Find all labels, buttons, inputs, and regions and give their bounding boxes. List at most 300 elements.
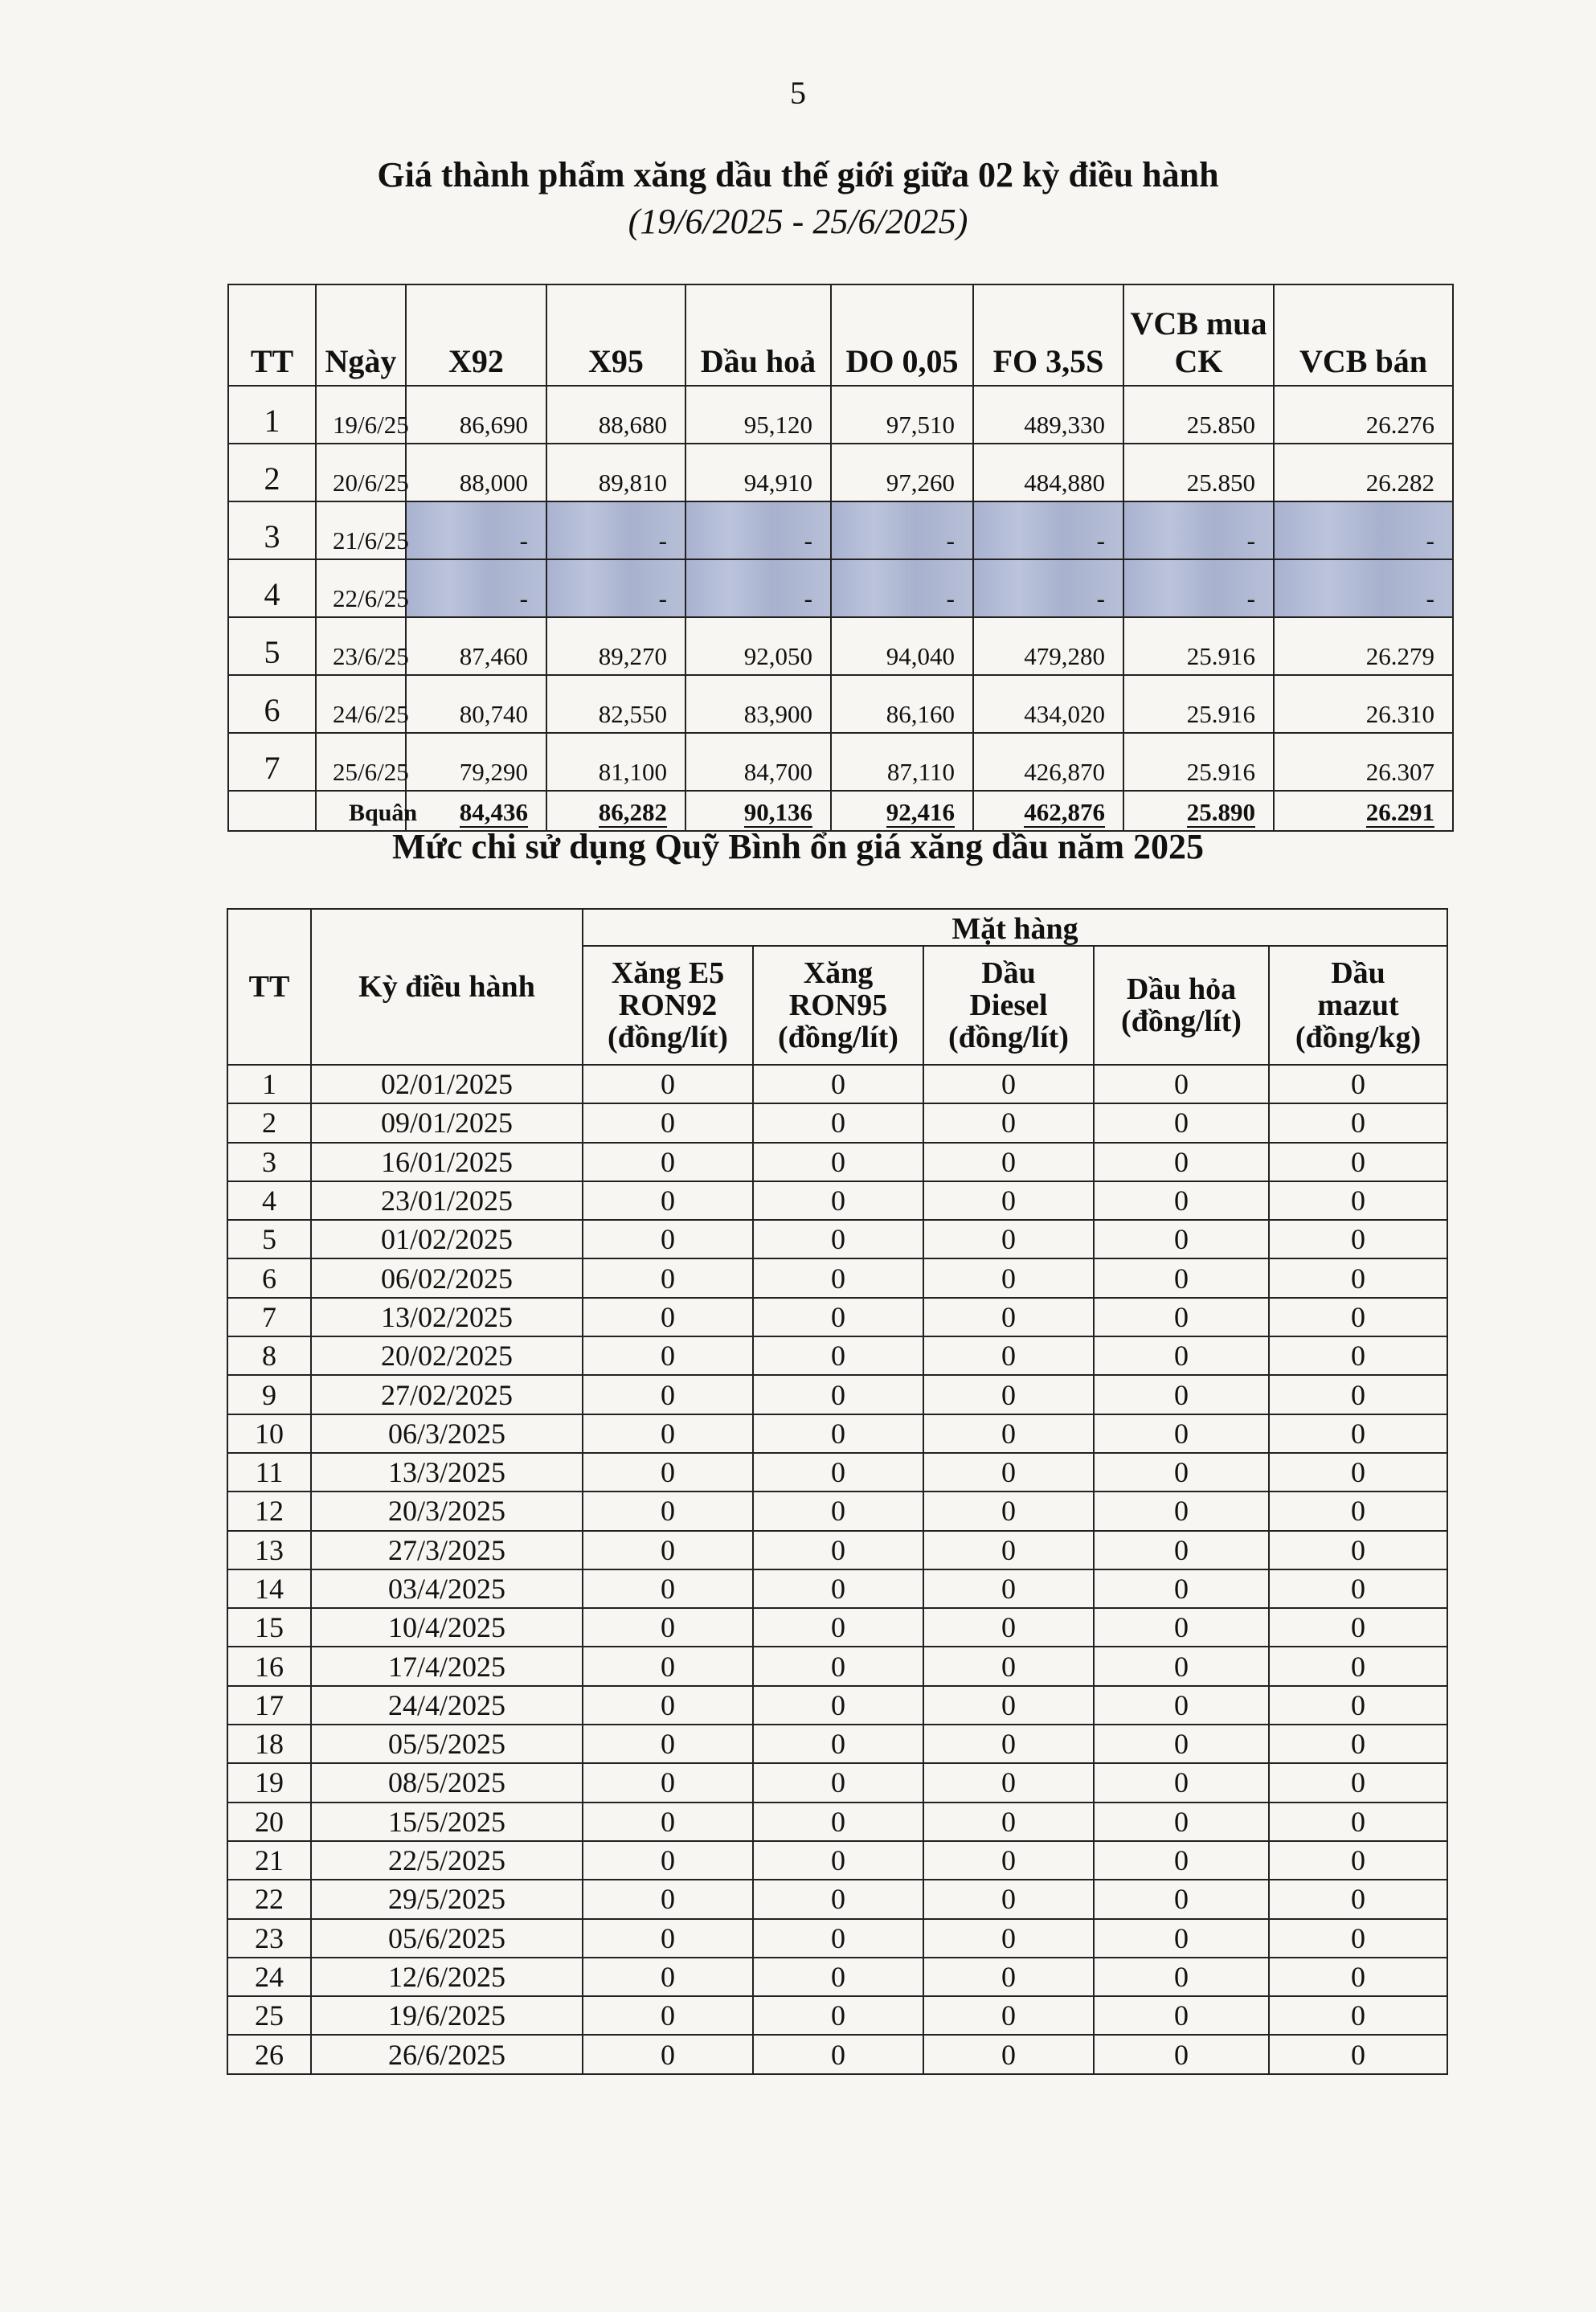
row-number: 23 <box>227 1919 311 1958</box>
price-value: - <box>546 559 685 617</box>
fund-value: 0 <box>583 1258 753 1297</box>
row-date: 24/6/25 <box>316 675 406 733</box>
price-value: 89,810 <box>546 444 685 501</box>
fund-value: 0 <box>753 1647 923 1685</box>
table-row <box>227 1103 1447 1142</box>
fund-value: 0 <box>753 1258 923 1297</box>
price-value: 25.850 <box>1123 386 1274 444</box>
average-empty-cell <box>228 791 316 831</box>
row-number: 3 <box>228 501 316 559</box>
price-value: 92,050 <box>685 617 831 675</box>
fund-value: 0 <box>753 1763 923 1802</box>
price-value: 87,110 <box>831 733 973 791</box>
table-row <box>228 444 1453 501</box>
row-period: 27/3/2025 <box>311 1531 583 1569</box>
fund-value: 0 <box>753 1841 923 1880</box>
fund-header-line: Dầu <box>1331 956 1385 990</box>
table-row <box>227 1531 1447 1569</box>
price-value: 86,690 <box>406 386 546 444</box>
row-number: 5 <box>228 617 316 675</box>
row-number: 14 <box>227 1569 311 1608</box>
table-row <box>227 1220 1447 1258</box>
table-row <box>227 1996 1447 2035</box>
price-header-cell: X92 <box>406 284 546 386</box>
fund-value: 0 <box>923 1375 1094 1414</box>
row-period: 29/5/2025 <box>311 1880 583 1918</box>
fund-header-line: (đồng/lít) <box>608 1021 728 1054</box>
fund-header-line: (đồng/lít) <box>778 1021 898 1054</box>
fund-header-item <box>753 946 923 1065</box>
fund-value: 0 <box>753 1531 923 1569</box>
fund-value: 0 <box>1094 1258 1269 1297</box>
fund-value: 0 <box>1094 1220 1269 1258</box>
average-label: Bquân <box>316 791 406 831</box>
average-value <box>1123 791 1274 831</box>
fund-value: 0 <box>753 1181 923 1220</box>
table-row <box>227 1065 1447 1103</box>
price-value: - <box>685 501 831 559</box>
average-value <box>831 791 973 831</box>
fund-value: 0 <box>1094 1531 1269 1569</box>
fund-value: 0 <box>1269 2035 1447 2073</box>
fund-value: 0 <box>1269 1414 1447 1453</box>
fund-value: 0 <box>923 1298 1094 1336</box>
fund-value: 0 <box>753 1608 923 1647</box>
fund-header-line: RON92 <box>618 988 718 1022</box>
fund-value: 0 <box>1269 1608 1447 1647</box>
row-period: 05/5/2025 <box>311 1725 583 1763</box>
price-value: 88,680 <box>546 386 685 444</box>
fund-value: 0 <box>1094 1143 1269 1181</box>
fund-value: 0 <box>753 1298 923 1336</box>
fund-value: 0 <box>923 1414 1094 1453</box>
average-value-text: 462,876 <box>1024 798 1105 826</box>
fund-value: 0 <box>1094 1569 1269 1608</box>
fund-value: 0 <box>753 1336 923 1375</box>
fund-value: 0 <box>1269 1763 1447 1802</box>
price-value: 26.276 <box>1274 386 1453 444</box>
fund-value: 0 <box>1094 1414 1269 1453</box>
row-number: 26 <box>227 2035 311 2073</box>
average-row <box>228 791 1453 831</box>
fund-value: 0 <box>1269 1375 1447 1414</box>
row-period: 06/02/2025 <box>311 1258 583 1297</box>
table-row <box>228 386 1453 444</box>
table-row <box>228 559 1453 617</box>
fund-value: 0 <box>923 1725 1094 1763</box>
fund-value: 0 <box>923 1336 1094 1375</box>
price-table-title: Giá thành phẩm xăng dầu thế giới giữa 02 kỳ điều hành <box>377 155 1219 194</box>
average-value-text: 92,416 <box>886 798 955 826</box>
fund-value: 0 <box>583 1686 753 1725</box>
fund-value: 0 <box>583 1375 753 1414</box>
fund-header-line: Xăng <box>803 956 874 990</box>
fund-value: 0 <box>753 1103 923 1142</box>
price-value: - <box>973 559 1123 617</box>
row-date: 21/6/25 <box>316 501 406 559</box>
fund-value: 0 <box>583 1414 753 1453</box>
table-row <box>227 1803 1447 1841</box>
row-number: 2 <box>227 1103 311 1142</box>
row-period: 17/4/2025 <box>311 1647 583 1685</box>
row-number: 15 <box>227 1608 311 1647</box>
row-number: 17 <box>227 1686 311 1725</box>
fund-value: 0 <box>923 1841 1094 1880</box>
fund-value: 0 <box>583 1181 753 1220</box>
row-number: 16 <box>227 1647 311 1685</box>
table-row <box>228 501 1453 559</box>
table-row <box>227 2035 1447 2073</box>
fund-header-group: Mặt hàng <box>583 909 1447 946</box>
price-value: - <box>406 559 546 617</box>
price-value: 25.916 <box>1123 617 1274 675</box>
fund-value: 0 <box>1094 1880 1269 1918</box>
table-row <box>227 1375 1447 1414</box>
fund-value: 0 <box>1269 1453 1447 1492</box>
average-value-text: 26.291 <box>1365 798 1434 826</box>
row-number: 25 <box>227 1996 311 2035</box>
price-value: 95,120 <box>685 386 831 444</box>
average-value-text: 86,282 <box>598 798 667 826</box>
fund-value: 0 <box>1094 1763 1269 1802</box>
fund-value: 0 <box>1269 1531 1447 1569</box>
row-number: 4 <box>227 1181 311 1220</box>
row-number: 10 <box>227 1414 311 1453</box>
row-period: 06/3/2025 <box>311 1414 583 1453</box>
row-number: 12 <box>227 1492 311 1530</box>
page-number: 5 <box>790 75 806 111</box>
price-value: 25.916 <box>1123 733 1274 791</box>
fund-table-title: Mức chi sử dụng Quỹ Bình ổn giá xăng dầu năm 2025 <box>391 827 1205 866</box>
fund-value: 0 <box>923 1181 1094 1220</box>
row-period: 19/6/2025 <box>311 1996 583 2035</box>
price-value: 26.310 <box>1274 675 1453 733</box>
average-value <box>685 791 831 831</box>
table-row <box>227 1919 1447 1958</box>
average-value <box>1274 791 1453 831</box>
fund-value: 0 <box>1094 1647 1269 1685</box>
fund-value: 0 <box>923 1103 1094 1142</box>
table-row <box>227 1841 1447 1880</box>
row-period: 27/02/2025 <box>311 1375 583 1414</box>
fund-value: 0 <box>583 1608 753 1647</box>
fund-value: 0 <box>1269 1686 1447 1725</box>
fund-value: 0 <box>1094 1996 1269 2035</box>
price-value: 97,260 <box>831 444 973 501</box>
fund-value: 0 <box>583 1336 753 1375</box>
price-value: - <box>973 501 1123 559</box>
fund-value: 0 <box>1094 1181 1269 1220</box>
fund-value: 0 <box>753 1919 923 1958</box>
fund-value: 0 <box>583 1996 753 2035</box>
table-row <box>227 1258 1447 1297</box>
price-value: 88,000 <box>406 444 546 501</box>
fund-value: 0 <box>1269 1803 1447 1841</box>
fund-value: 0 <box>1269 1841 1447 1880</box>
fund-value: 0 <box>583 1492 753 1530</box>
fund-value: 0 <box>923 1220 1094 1258</box>
row-number: 22 <box>227 1880 311 1918</box>
fund-value: 0 <box>583 1958 753 1996</box>
fund-header-period: Kỳ điều hành <box>311 909 583 1065</box>
fund-value: 0 <box>923 1958 1094 1996</box>
price-value: 26.279 <box>1274 617 1453 675</box>
fund-value: 0 <box>1269 1258 1447 1297</box>
row-number: 5 <box>227 1220 311 1258</box>
fund-value: 0 <box>923 2035 1094 2073</box>
row-period: 16/01/2025 <box>311 1143 583 1181</box>
price-value: 484,880 <box>973 444 1123 501</box>
fund-value: 0 <box>583 1569 753 1608</box>
price-value: 426,870 <box>973 733 1123 791</box>
fund-value: 0 <box>923 1803 1094 1841</box>
table-row <box>228 733 1453 791</box>
fund-value: 0 <box>1094 1298 1269 1336</box>
average-value-text: 84,436 <box>459 798 528 826</box>
fund-value: 0 <box>1269 1492 1447 1530</box>
fund-value: 0 <box>923 1919 1094 1958</box>
price-value: 83,900 <box>685 675 831 733</box>
price-header-cell: FO 3,5S <box>973 284 1123 386</box>
fund-value: 0 <box>753 1143 923 1181</box>
row-period: 22/5/2025 <box>311 1841 583 1880</box>
fund-value: 0 <box>1269 1143 1447 1181</box>
fund-value: 0 <box>753 1065 923 1103</box>
average-value-text: 25.890 <box>1186 798 1255 826</box>
fund-value: 0 <box>1269 1996 1447 2035</box>
price-value: 84,700 <box>685 733 831 791</box>
fund-value: 0 <box>923 1569 1094 1608</box>
price-header-cell: VCB bán <box>1274 284 1453 386</box>
table-row <box>227 1880 1447 1918</box>
row-number: 13 <box>227 1531 311 1569</box>
fund-value: 0 <box>1094 1336 1269 1375</box>
row-number: 4 <box>228 559 316 617</box>
fund-value: 0 <box>1094 1453 1269 1492</box>
fund-value: 0 <box>1094 1065 1269 1103</box>
fund-value: 0 <box>753 1880 923 1918</box>
fund-value: 0 <box>923 1258 1094 1297</box>
price-value: 26.282 <box>1274 444 1453 501</box>
price-value: 89,270 <box>546 617 685 675</box>
row-date: 22/6/25 <box>316 559 406 617</box>
row-number: 20 <box>227 1803 311 1841</box>
price-value: - <box>1274 501 1453 559</box>
fund-value: 0 <box>753 1375 923 1414</box>
row-date: 19/6/25 <box>316 386 406 444</box>
fund-value: 0 <box>1094 1686 1269 1725</box>
fund-header-line: (đồng/lít) <box>1121 1005 1242 1038</box>
fund-value: 0 <box>1269 1919 1447 1958</box>
price-value: 79,290 <box>406 733 546 791</box>
fund-value: 0 <box>1269 1181 1447 1220</box>
row-number: 6 <box>227 1258 311 1297</box>
row-period: 20/3/2025 <box>311 1492 583 1530</box>
row-period: 12/6/2025 <box>311 1958 583 1996</box>
fund-value: 0 <box>1094 1725 1269 1763</box>
stabilization-fund-table <box>227 908 1448 2075</box>
fund-header-item <box>583 946 753 1065</box>
price-value: 81,100 <box>546 733 685 791</box>
row-number: 19 <box>227 1763 311 1802</box>
fund-value: 0 <box>753 1569 923 1608</box>
fund-header-line: Diesel <box>969 988 1048 1022</box>
table-row <box>227 1181 1447 1220</box>
fund-value: 0 <box>1269 1958 1447 1996</box>
price-value: 25.916 <box>1123 675 1274 733</box>
fund-value: 0 <box>923 1453 1094 1492</box>
world-price-table <box>227 284 1454 832</box>
row-date: 23/6/25 <box>316 617 406 675</box>
table-row <box>227 1725 1447 1763</box>
fund-value: 0 <box>753 1996 923 2035</box>
table-row <box>227 1569 1447 1608</box>
price-value: 86,160 <box>831 675 973 733</box>
table-row <box>227 1958 1447 1996</box>
row-date: 20/6/25 <box>316 444 406 501</box>
fund-value: 0 <box>753 1414 923 1453</box>
fund-value: 0 <box>583 1103 753 1142</box>
fund-value: 0 <box>923 1880 1094 1918</box>
table-row <box>227 1492 1447 1530</box>
fund-value: 0 <box>753 1803 923 1841</box>
price-header-cell: VCB mua CK <box>1123 284 1274 386</box>
fund-value: 0 <box>1269 1569 1447 1608</box>
fund-value: 0 <box>583 1647 753 1685</box>
price-value: - <box>1123 501 1274 559</box>
row-period: 26/6/2025 <box>311 2035 583 2073</box>
row-number: 9 <box>227 1375 311 1414</box>
price-value: 87,460 <box>406 617 546 675</box>
row-number: 7 <box>227 1298 311 1336</box>
fund-value: 0 <box>753 1686 923 1725</box>
fund-header-tt: TT <box>227 909 311 1065</box>
fund-value: 0 <box>583 1298 753 1336</box>
fund-value: 0 <box>1269 1298 1447 1336</box>
row-period: 15/5/2025 <box>311 1803 583 1841</box>
fund-header-item <box>1269 946 1447 1065</box>
fund-value: 0 <box>753 1492 923 1530</box>
table-row <box>227 1608 1447 1647</box>
row-period: 01/02/2025 <box>311 1220 583 1258</box>
fund-value: 0 <box>1094 1803 1269 1841</box>
average-value <box>546 791 685 831</box>
row-number: 8 <box>227 1336 311 1375</box>
fund-value: 0 <box>583 1065 753 1103</box>
fund-value: 0 <box>583 1841 753 1880</box>
row-number: 1 <box>228 386 316 444</box>
table-row <box>227 1647 1447 1685</box>
average-value <box>973 791 1123 831</box>
price-header-cell: Ngày <box>316 284 406 386</box>
fund-value: 0 <box>1094 1608 1269 1647</box>
fund-value: 0 <box>923 1143 1094 1181</box>
row-number: 11 <box>227 1453 311 1492</box>
row-period: 24/4/2025 <box>311 1686 583 1725</box>
price-value: - <box>685 559 831 617</box>
fund-value: 0 <box>923 1686 1094 1725</box>
row-number: 3 <box>227 1143 311 1181</box>
table-row <box>227 1453 1447 1492</box>
fund-value: 0 <box>1094 1375 1269 1414</box>
fund-value: 0 <box>753 1958 923 1996</box>
fund-header-line: RON95 <box>788 988 888 1022</box>
table-row <box>227 1298 1447 1336</box>
fund-value: 0 <box>923 1608 1094 1647</box>
price-value: 479,280 <box>973 617 1123 675</box>
price-value: - <box>1274 559 1453 617</box>
price-value: 94,040 <box>831 617 973 675</box>
fund-value: 0 <box>1094 2035 1269 2073</box>
row-number: 24 <box>227 1958 311 1996</box>
row-period: 20/02/2025 <box>311 1336 583 1375</box>
fund-value: 0 <box>753 1453 923 1492</box>
row-number: 1 <box>227 1065 311 1103</box>
table-row <box>227 1686 1447 1725</box>
price-value: - <box>831 501 973 559</box>
fund-value: 0 <box>583 1725 753 1763</box>
table-row <box>227 1763 1447 1802</box>
fund-header-line: mazut <box>1317 988 1399 1022</box>
fund-value: 0 <box>923 1531 1094 1569</box>
table-row <box>227 1336 1447 1375</box>
row-period: 08/5/2025 <box>311 1763 583 1802</box>
fund-value: 0 <box>1269 1220 1447 1258</box>
row-number: 18 <box>227 1725 311 1763</box>
price-value: 97,510 <box>831 386 973 444</box>
fund-value: 0 <box>583 1453 753 1492</box>
fund-header-line: (đồng/kg) <box>1295 1021 1422 1054</box>
row-number: 7 <box>228 733 316 791</box>
fund-header-item <box>923 946 1094 1065</box>
fund-value: 0 <box>1269 1880 1447 1918</box>
average-value-text: 90,136 <box>743 798 812 826</box>
fund-value: 0 <box>583 1763 753 1802</box>
row-period: 13/02/2025 <box>311 1298 583 1336</box>
table-row <box>228 617 1453 675</box>
fund-header-line: Dầu hỏa <box>1126 972 1237 1006</box>
row-period: 02/01/2025 <box>311 1065 583 1103</box>
fund-header-line: Xăng E5 <box>611 956 725 990</box>
price-value: 489,330 <box>973 386 1123 444</box>
fund-value: 0 <box>583 2035 753 2073</box>
row-period: 09/01/2025 <box>311 1103 583 1142</box>
price-value: 25.850 <box>1123 444 1274 501</box>
row-number: 2 <box>228 444 316 501</box>
fund-header-item <box>1094 946 1269 1065</box>
fund-header-line: Dầu <box>981 956 1036 990</box>
price-value: - <box>546 501 685 559</box>
fund-value: 0 <box>1094 1919 1269 1958</box>
fund-value: 0 <box>1269 1065 1447 1103</box>
fund-value: 0 <box>1094 1103 1269 1142</box>
price-value: - <box>1123 559 1274 617</box>
fund-value: 0 <box>1269 1647 1447 1685</box>
price-header-cell: TT <box>228 284 316 386</box>
fund-value: 0 <box>583 1880 753 1918</box>
fund-value: 0 <box>1269 1103 1447 1142</box>
price-value: - <box>406 501 546 559</box>
average-value <box>406 791 546 831</box>
fund-header-line: (đồng/lít) <box>948 1021 1069 1054</box>
fund-value: 0 <box>583 1919 753 1958</box>
fund-value: 0 <box>1269 1336 1447 1375</box>
fund-value: 0 <box>1094 1841 1269 1880</box>
fund-value: 0 <box>923 1065 1094 1103</box>
price-value: 94,910 <box>685 444 831 501</box>
row-period: 03/4/2025 <box>311 1569 583 1608</box>
price-value: 434,020 <box>973 675 1123 733</box>
